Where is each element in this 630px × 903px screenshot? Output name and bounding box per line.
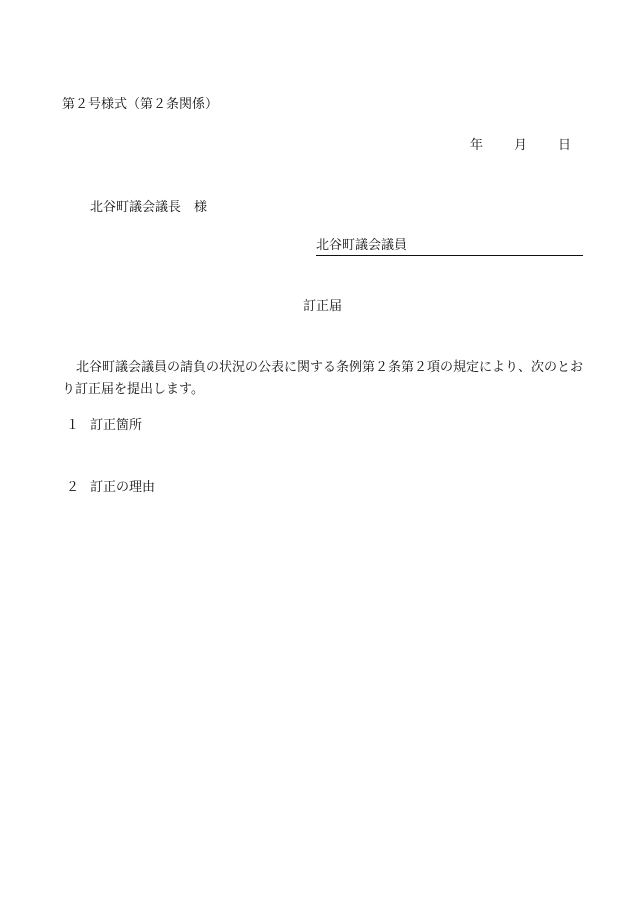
member-signature-line xyxy=(316,237,583,256)
item-number: ２ xyxy=(66,480,80,495)
item-correction-location xyxy=(66,417,142,435)
date-month-label: 月 xyxy=(514,138,528,153)
date-line xyxy=(470,137,578,155)
addressee: 北谷町議会議長 様 xyxy=(90,200,208,215)
body-text: 北谷町議会議員の請負の状況の公表に関する条例第２条第２項の規定により、次のとおり訂正届を提出します。 xyxy=(62,360,584,397)
member-label: 北谷町議会議員 xyxy=(316,238,408,253)
form-number: 第２号様式（第２条関係） xyxy=(62,97,219,112)
item-label: 訂正の理由 xyxy=(90,480,156,495)
document-title: 訂正届 xyxy=(303,299,343,314)
item-number: １ xyxy=(66,418,80,433)
date-year-label: 年 xyxy=(470,138,484,153)
date-day-label: 日 xyxy=(558,138,572,153)
item-label: 訂正箇所 xyxy=(90,418,143,433)
item-correction-reason xyxy=(66,479,155,497)
